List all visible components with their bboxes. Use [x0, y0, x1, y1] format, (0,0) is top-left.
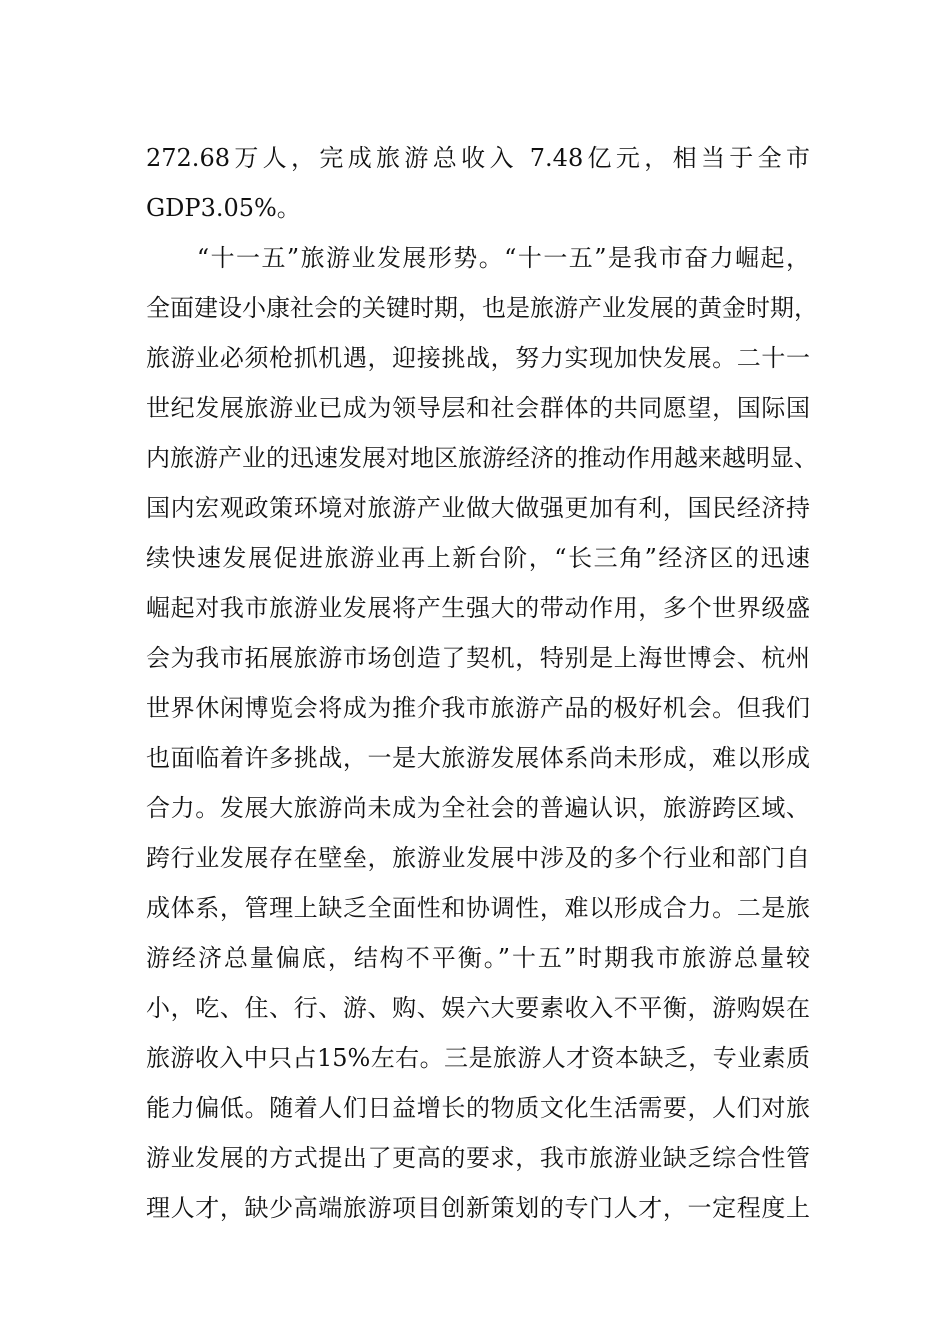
text-line-15: 跨行业发展存在壁垒，旅游业发展中涉及的多个行业和部门自	[146, 844, 810, 872]
text-line-9: 续快速发展促进旅游业再上新台阶，“长三角”经济区的迅速	[146, 544, 810, 572]
text-line-12: 世界休闲博览会将成为推介我市旅游产品的极好机会。但我们	[146, 694, 810, 722]
text-line-7: 内旅游产业的迅速发展对地区旅游经济的推动作用越来越明显、	[146, 444, 818, 472]
text-line-14: 合力。发展大旅游尚未成为全社会的普遍认识，旅游跨区域、	[146, 794, 810, 822]
text-line-4: 全面建设小康社会的关键时期，也是旅游产业发展的黄金时期，	[146, 294, 818, 322]
text-line-8: 国内宏观政策环境对旅游产业做大做强更加有利，国民经济持	[146, 494, 810, 522]
text-line-19: 旅游收入中只占15%左右。三是旅游人才资本缺乏，专业素质	[146, 1044, 810, 1072]
document-body-text	[146, 133, 818, 1233]
text-line-13: 也面临着许多挑战，一是大旅游发展体系尚未形成，难以形成	[146, 744, 810, 772]
text-line-3: “十一五”旅游业发展形势。“十一五”是我市奋力崛起，	[146, 244, 810, 272]
text-line-6: 世纪发展旅游业已成为领导层和社会群体的共同愿望，国际国	[146, 394, 810, 422]
text-line-21: 游业发展的方式提出了更高的要求，我市旅游业缺乏综合性管	[146, 1144, 810, 1172]
text-line-16: 成体系，管理上缺乏全面性和协调性，难以形成合力。二是旅	[146, 894, 810, 922]
text-line-2: GDP3.05%。	[146, 194, 301, 222]
text-line-10: 崛起对我市旅游业发展将产生强大的带动作用，多个世界级盛	[146, 594, 810, 622]
text-line-17: 游经济总量偏底，结构不平衡。”十五”时期我市旅游总量较	[146, 944, 810, 972]
text-line-5: 旅游业必须枪抓机遇，迎接挑战，努力实现加快发展。二十一	[146, 344, 810, 372]
text-line-18: 小，吃、住、行、游、购、娱六大要素收入不平衡，游购娱在	[146, 994, 810, 1022]
text-line-11: 会为我市拓展旅游市场创造了契机，特别是上海世博会、杭州	[146, 644, 810, 672]
text-line-1: 272.68万人，完成旅游总收入 7.48亿元，相当于全市	[146, 144, 810, 172]
text-line-20: 能力偏低。随着人们日益增长的物质文化生活需要，人们对旅	[146, 1094, 810, 1122]
text-line-22: 理人才，缺少高端旅游项目创新策划的专门人才，一定程度上	[146, 1194, 810, 1222]
